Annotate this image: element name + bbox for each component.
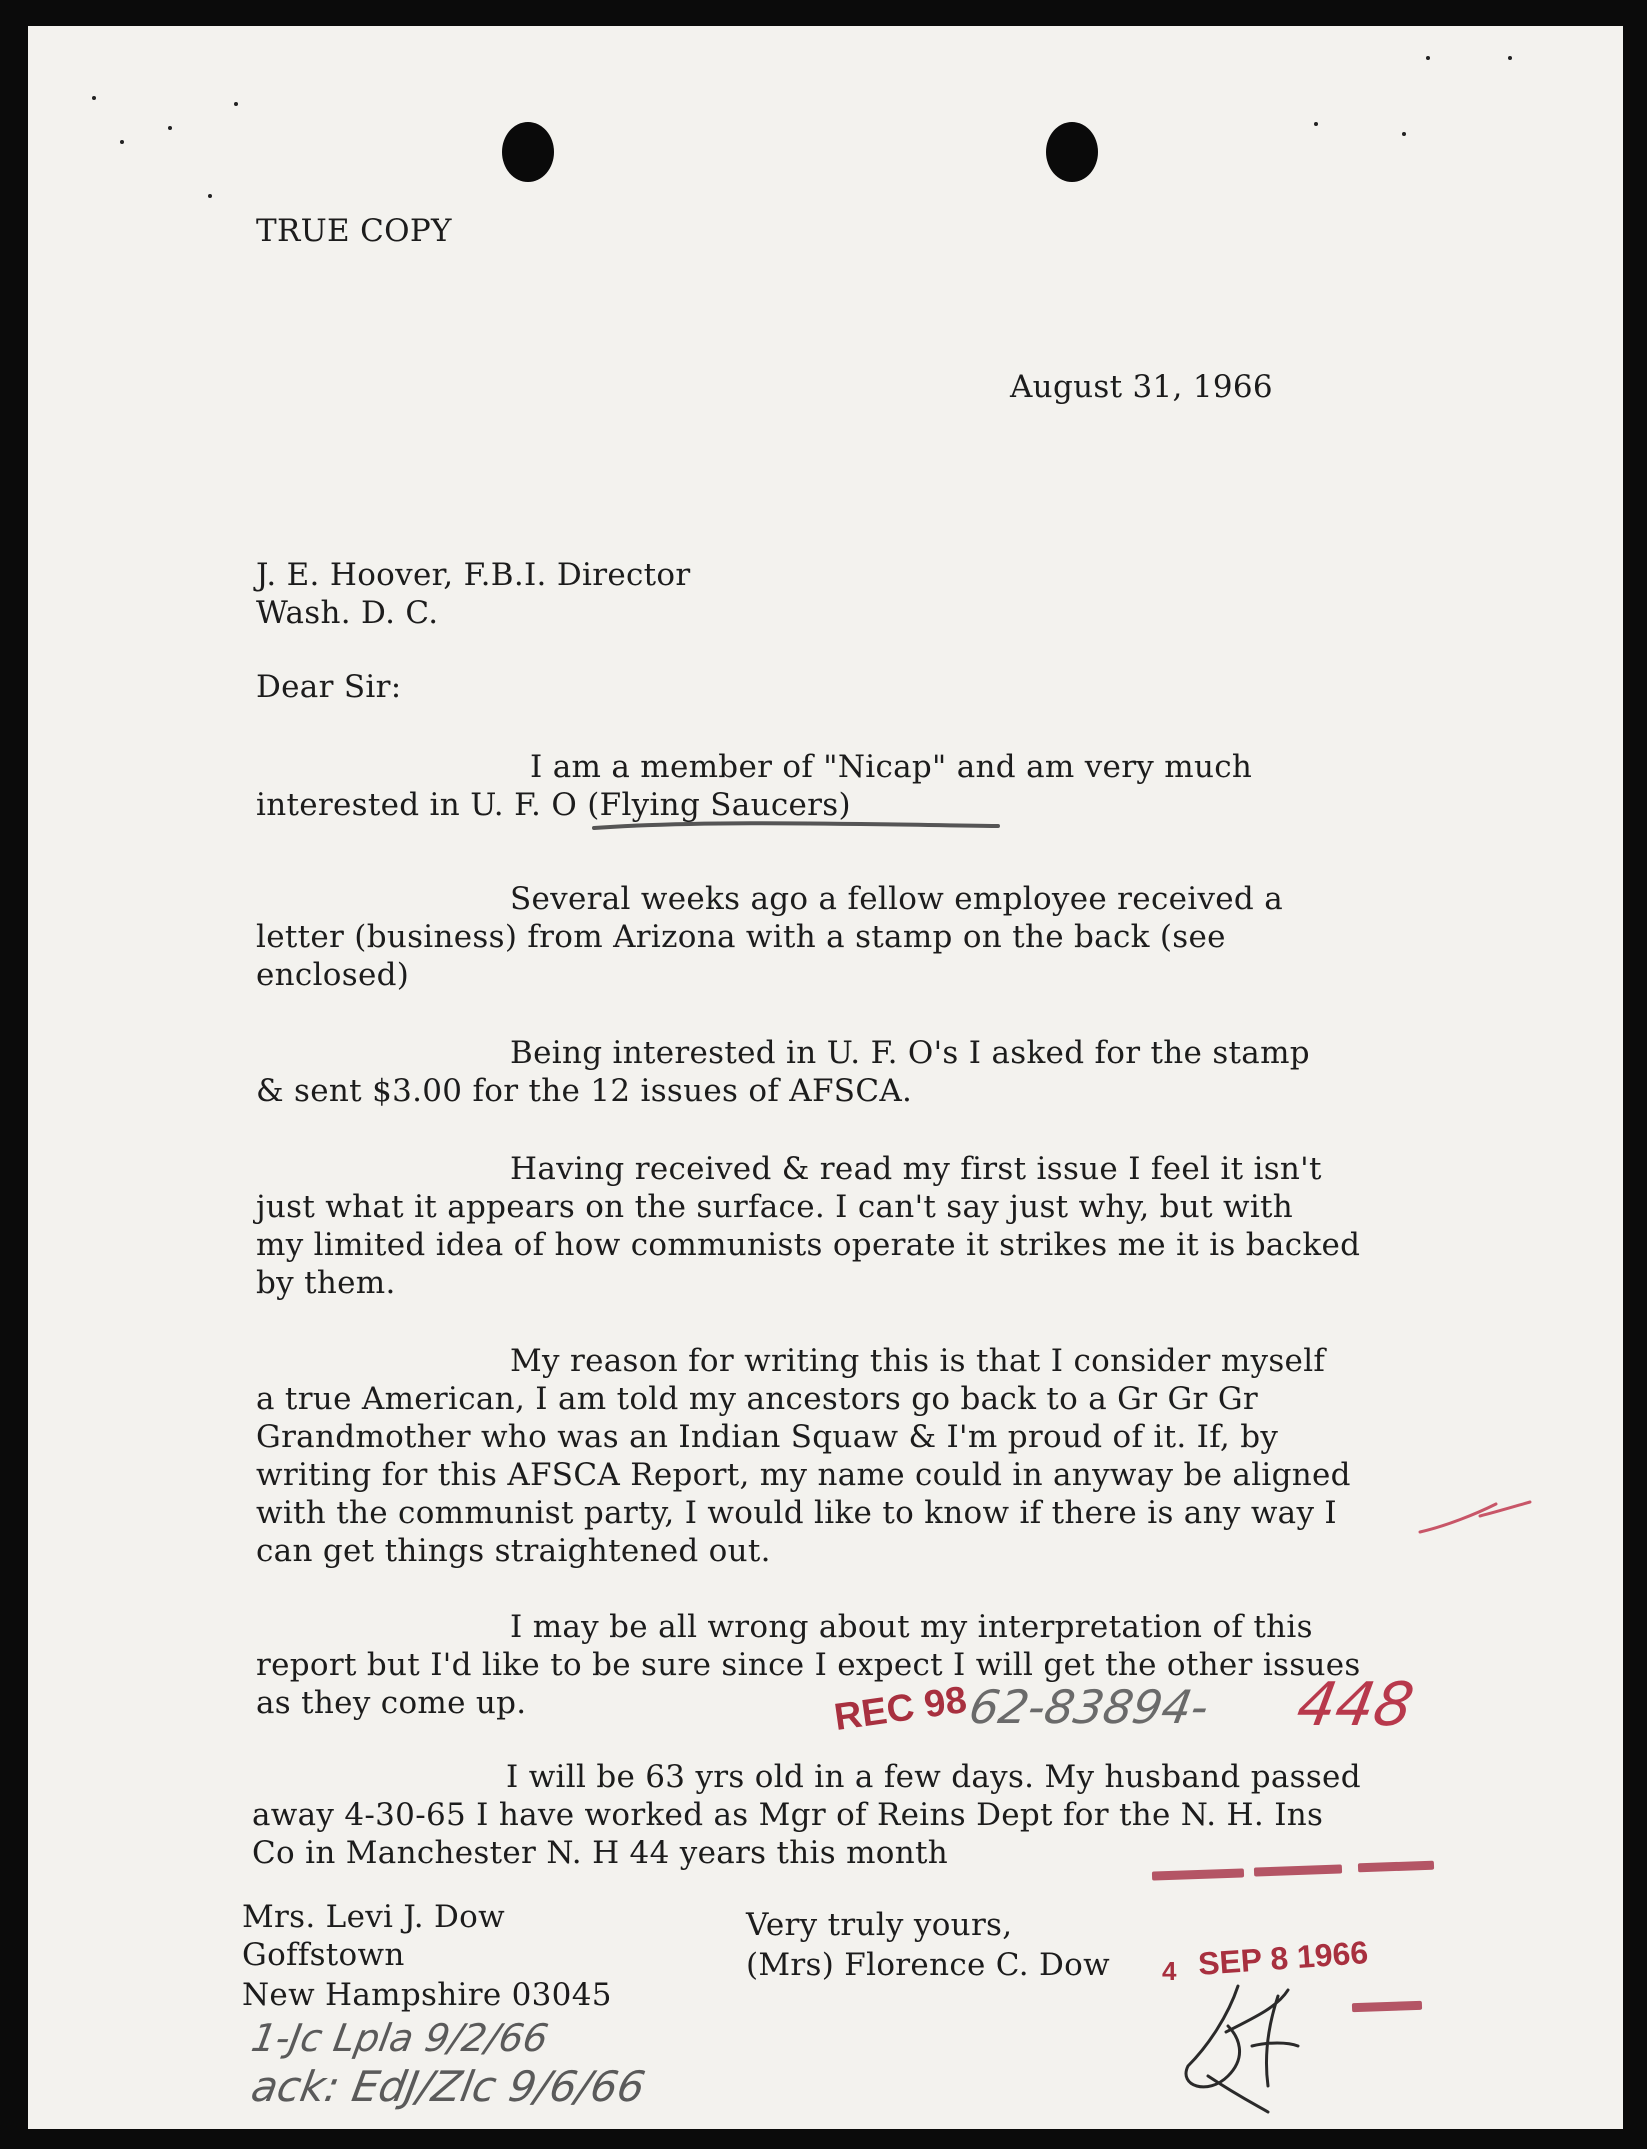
valediction: Very truly yours,	[746, 1907, 1013, 1943]
paragraph-line: & sent $3.00 for the 12 issues of AFSCA.	[256, 1073, 913, 1109]
paragraph-line: just what it appears on the surface. I can't say just why, but with	[256, 1189, 1294, 1225]
paragraph-line: Being interested in U. F. O's I asked for the stamp	[510, 1035, 1310, 1071]
initials-scribble	[1168, 1976, 1328, 2116]
speck	[1314, 122, 1318, 126]
handwritten-note-2: ack: EdJ/Zlc 9/6/66	[247, 2062, 649, 2111]
stamp-bar	[1152, 1868, 1244, 1880]
speck	[168, 126, 172, 130]
paragraph-line: can get things straightened out.	[256, 1533, 771, 1569]
handwritten-note-1: 1-Jc Lpla 9/2/66	[248, 2016, 552, 2060]
recipient-line-2: Wash. D. C.	[256, 595, 439, 631]
date-stamp: SEP 8 1966	[1196, 1934, 1370, 1982]
true-copy-label: TRUE COPY	[256, 213, 452, 249]
file-number: 62-83894-	[965, 1680, 1213, 1734]
paragraph-line: Having received & read my first issue I feel it isn't	[510, 1151, 1322, 1187]
paragraph-line: a true American, I am told my ancestors go back to a Gr Gr Gr	[256, 1381, 1259, 1417]
date-stamp-prefix: 4	[1162, 1956, 1177, 1986]
rec-stamp: REC 98	[831, 1678, 970, 1740]
paragraph-line: enclosed)	[256, 957, 410, 993]
speck	[208, 194, 212, 198]
paragraph-line: as they come up.	[256, 1685, 527, 1721]
paragraph-line: Several weeks ago a fellow employee received a	[510, 881, 1284, 917]
file-number-suffix: 448	[1291, 1670, 1419, 1740]
speck	[1508, 56, 1512, 60]
sender-town: Goffstown	[242, 1937, 405, 1973]
paragraph-line: Co in Manchester N. H 44 years this month	[252, 1835, 949, 1871]
paragraph-line: I am a member of "Nicap" and am very much	[530, 749, 1253, 785]
speck	[1402, 132, 1406, 136]
letter-date: August 31, 1966	[1010, 369, 1273, 405]
stamp-bar	[1352, 2001, 1422, 2012]
handwritten-underline	[588, 814, 1008, 844]
paragraph-line: away 4-30-65 I have worked as Mgr of Reins Dept for the N. H. Ins	[252, 1797, 1324, 1833]
paragraph-line: with the communist party, I would like to know if there is any way I	[256, 1495, 1337, 1531]
recipient-line-1: J. E. Hoover, F.B.I. Director	[256, 557, 691, 593]
sender-name: Mrs. Levi J. Dow	[242, 1899, 505, 1935]
paragraph-line: report but I'd like to be sure since I expect I will get the other issues	[256, 1647, 1361, 1683]
paragraph-line: interested in U. F. O (Flying Saucers)	[256, 787, 851, 823]
sender-state: New Hampshire 03045	[242, 1977, 612, 2013]
paragraph-line: Grandmother who was an Indian Squaw & I'm proud of it. If, by	[256, 1419, 1279, 1455]
paragraph-line: writing for this AFSCA Report, my name could in anyway be aligned	[256, 1457, 1351, 1493]
stamp-bar	[1358, 1861, 1434, 1873]
punch-hole-right	[1046, 122, 1098, 182]
paragraph-line: my limited idea of how communists operate it strikes me it is backed	[256, 1227, 1361, 1263]
paragraph-line: by them.	[256, 1265, 396, 1301]
punch-hole-left	[502, 122, 554, 182]
speck	[1426, 56, 1430, 60]
signature-line: (Mrs) Florence C. Dow	[746, 1947, 1110, 1983]
salutation: Dear Sir:	[256, 669, 402, 705]
speck	[92, 96, 96, 100]
paragraph-line: My reason for writing this is that I consider myself	[510, 1343, 1326, 1379]
document-page	[28, 26, 1623, 2129]
speck	[120, 140, 124, 144]
speck	[234, 102, 238, 106]
check-mark	[1416, 1492, 1536, 1542]
paragraph-line: I will be 63 yrs old in a few days. My husband passed	[506, 1759, 1361, 1795]
paragraph-line: letter (business) from Arizona with a stamp on the back (see	[256, 919, 1226, 955]
paragraph-line: I may be all wrong about my interpretation of this	[510, 1609, 1313, 1645]
stamp-bar	[1254, 1864, 1342, 1876]
